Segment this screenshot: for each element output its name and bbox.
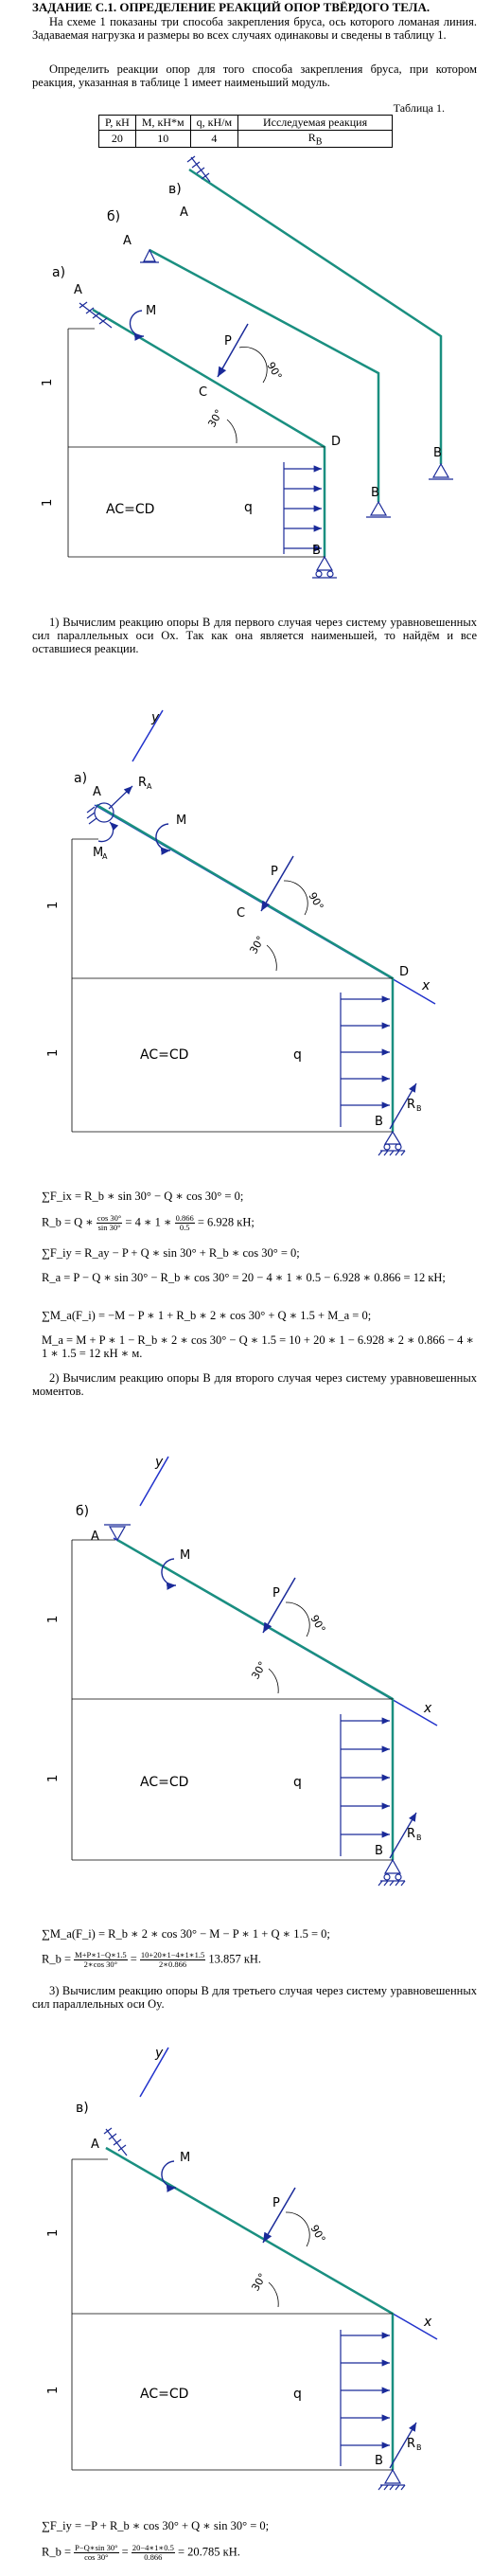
label-angle-30: 30° [205, 407, 226, 430]
label-A-case-b: A [123, 234, 132, 248]
table-header-cell: P, кН [99, 116, 136, 131]
eq10-mid: = [121, 2545, 129, 2559]
label-ac-cd-b: AC=CD [140, 1775, 189, 1790]
label-RB-c: R [407, 2437, 416, 2451]
label-RB-sub-c: B [416, 2443, 422, 2452]
eq2-mid: = 4 ∗ 1 ∗ [125, 1215, 172, 1229]
label-A-case-a: A [74, 283, 82, 297]
scheme-1-figure [0, 152, 492, 597]
step-3-text: 3) Вычислим реакцию опоры B для третьего случая через систему уравновешенных сил параллельных оси Oy. [32, 1984, 477, 2011]
label-x-axis-a: x [422, 978, 430, 993]
label-D: D [331, 435, 342, 449]
label-ac-cd-c: AC=CD [140, 2387, 189, 2402]
equation-10 [42, 2544, 477, 2562]
intro-paragraph-2: Определить реакции опор для того способа закрепления бруса, при котором реакция, указанная в таблице 1 имеет наименьший модуль. [32, 63, 477, 89]
case-b-figure [0, 1443, 492, 1898]
case-a-figure [0, 701, 492, 1146]
eq10-fraction-1: $\frac{P-Q∗\sin 30^\circ}{\cos 30^\circ}$ [75, 2543, 118, 2562]
label-M-c: M [180, 2151, 191, 2165]
label-RB-sub-b: B [416, 1834, 422, 1842]
reaction-subscript: B [315, 136, 323, 148]
equation-9: ∑F_iy = −P + R_b ∗ cos 30° + Q ∗ sin 30° = 0; [42, 2519, 270, 2532]
intro-paragraph-1: На схеме 1 показаны три способа закрепления бруса, ось которого ломаная линия. Задаваемая нагрузка и размеры во всех случаях одинаковы и сведены в таблицу 1. [32, 15, 477, 42]
table-header-cell: q, кН/м [190, 116, 237, 131]
label-ac-cd-a: AC=CD [140, 1047, 189, 1063]
label-B-c: B [375, 2454, 383, 2468]
case-c-figure [0, 2034, 492, 2498]
equation-1: ∑F_ix = R_b ∗ sin 30° − Q ∗ cos 30° = 0; [42, 1190, 244, 1203]
equation-8 [42, 1951, 477, 1969]
equation-5: ∑M_a(F_i) = −M − P ∗ 1 + R_b ∗ 2 ∗ cos 30° + Q ∗ 1.5 + M_a = 0; [42, 1309, 372, 1322]
label-A-c: A [91, 2138, 99, 2152]
label-case-c: в) [168, 182, 182, 197]
label-case-c-2: в) [76, 2101, 89, 2116]
label-ac-cd: AC=CD [106, 502, 155, 517]
table-cell: 4 [190, 131, 237, 148]
label-angle-90: 90° [264, 360, 285, 383]
label-dim-1-bottom-a: 1 [46, 1048, 61, 1057]
eq8-fraction-2: $\frac{10+20∗1-4∗1∗1.5}{2∗0.866}$ [140, 1950, 205, 1969]
label-angle-90-c: 90° [308, 2223, 328, 2245]
case-a-support [0, 1144, 492, 1157]
label-P: P [224, 334, 232, 349]
label-A-b: A [91, 1530, 99, 1544]
eq8-fraction-1: $\frac{M+P∗1-Q∗1.5}{2∗\cos 30^\circ}$ [75, 1950, 127, 1969]
label-angle-90-a: 90° [306, 890, 326, 913]
label-RB-sub-a: B [416, 1104, 422, 1113]
label-B-case-b: B [371, 486, 379, 500]
label-q: q [244, 500, 253, 515]
table-cell: 20 [99, 131, 136, 148]
equation-2 [42, 1214, 477, 1232]
label-dim-1-top-a: 1 [46, 901, 61, 909]
eq8-pre: R_b = [42, 1952, 72, 1966]
label-angle-30-a: 30° [247, 934, 268, 957]
label-y-axis-a: y [151, 710, 160, 725]
label-angle-30-b: 30° [249, 1659, 270, 1682]
label-dim-1-bottom: 1 [41, 498, 55, 507]
eq2-fraction-2: $\frac{0.866}{0.5}$ [175, 1213, 194, 1232]
step-2-text: 2) Вычислим реакцию опоры B для второго случая через систему уравновешенных моментов. [32, 1371, 477, 1398]
label-angle-30-c: 30° [249, 2271, 270, 2294]
equation-7: ∑M_a(F_i) = R_b ∗ 2 ∗ cos 30° − M − P ∗ 1 + Q ∗ 1.5 = 0; [42, 1927, 330, 1941]
label-case-b-2: б) [76, 1504, 90, 1519]
table-caption: Таблица 1. [393, 101, 445, 115]
label-M-b: M [180, 1548, 191, 1563]
label-q-b: q [293, 1775, 302, 1790]
label-B-case-a: B [312, 544, 321, 558]
label-P-a: P [271, 865, 278, 879]
label-angle-90-b: 90° [308, 1613, 328, 1636]
eq10-pre: R_b = [42, 2545, 72, 2559]
label-dim-1-bottom-c: 1 [46, 2386, 61, 2394]
step-1-text: 1) Вычислим реакцию опоры B для первого случая через систему уравновешенных сил параллельных оси Ox. Так как она является наименьшей, то найдём и все оставшиеся реакции. [32, 616, 477, 655]
label-dim-1-bottom-b: 1 [46, 1774, 61, 1782]
equation-6: M_a = M + P ∗ 1 − R_b ∗ 2 ∗ cos 30° − Q ∗ 1.5 = 10 + 20 ∗ 1 − 6.928 ∗ 2 ∗ 0.866 − 4 ∗ 1 ∗ 1.5 = 12 кН ∗ м. [42, 1333, 475, 1360]
label-A-a: A [93, 785, 101, 799]
label-case-b: б) [107, 209, 121, 224]
page-title: ЗАДАНИЕ С.1. ОПРЕДЕЛЕНИЕ РЕАКЦИЙ ОПОР ТВЁРДОГО ТЕЛА. [32, 0, 430, 14]
label-RB-b: R [407, 1827, 416, 1841]
label-y-axis-b: y [155, 1455, 164, 1470]
eq8-mid: = [130, 1952, 137, 1966]
data-table [98, 115, 393, 148]
label-dim-1-top: 1 [41, 378, 55, 386]
table-header-row [99, 116, 393, 131]
label-RA-sub: A [147, 782, 152, 791]
label-y-axis-c: y [155, 2046, 164, 2061]
label-C: C [199, 385, 208, 400]
label-D-a: D [399, 965, 410, 979]
label-q-c: q [293, 2387, 302, 2402]
label-RA: R [138, 776, 148, 790]
table-header-cell: M, кН*м [135, 116, 190, 131]
table-header-cell: Исследуемая реакция [238, 116, 393, 131]
label-x-axis-b: x [424, 1701, 432, 1716]
label-case-a-2: а) [74, 771, 88, 786]
eq10-post: = 20.785 кН. [177, 2545, 240, 2559]
label-B-case-c: B [433, 446, 442, 460]
label-B-b: B [375, 1844, 383, 1858]
label-dim-1-top-b: 1 [46, 1615, 61, 1623]
label-C-a: C [237, 906, 246, 921]
label-P-b: P [272, 1586, 280, 1601]
label-M: M [146, 304, 157, 318]
label-M-a: M [176, 814, 187, 828]
label-MA-sub: A [102, 852, 108, 861]
label-P-c: P [272, 2196, 280, 2210]
table-row [99, 131, 393, 148]
reaction-symbol: R [308, 131, 316, 144]
eq8-post: 13.857 кН. [208, 1952, 262, 1966]
label-RB-a: R [407, 1098, 416, 1112]
eq10-fraction-2: $\frac{20-4∗1∗0.5}{0.866}$ [132, 2543, 174, 2562]
table-cell: 10 [135, 131, 190, 148]
label-B-a: B [375, 1115, 383, 1129]
label-A-case-c: A [180, 206, 188, 220]
equation-4: R_a = P − Q ∗ sin 30° − R_b ∗ cos 30° = 20 − 4 ∗ 1 ∗ 0.5 − 6.928 ∗ 0.866 = 12 кН; [42, 1271, 446, 1284]
eq2-post: = 6.928 кН; [197, 1215, 255, 1229]
label-dim-1-top-c: 1 [46, 2228, 61, 2237]
label-MA: M [93, 846, 104, 860]
label-case-a: а) [52, 265, 66, 280]
label-x-axis-c: x [424, 2315, 432, 2330]
eq2-pre: R_b = Q ∗ [42, 1215, 94, 1229]
table-cell [238, 131, 393, 148]
eq2-fraction-1: $\frac{\cos 30^\circ}{\sin 30^\circ}$ [97, 1213, 122, 1232]
label-q-a: q [293, 1047, 302, 1063]
equation-3: ∑F_iy = R_ay − P + Q ∗ sin 30° + R_b ∗ cos 30° = 0; [42, 1246, 300, 1260]
